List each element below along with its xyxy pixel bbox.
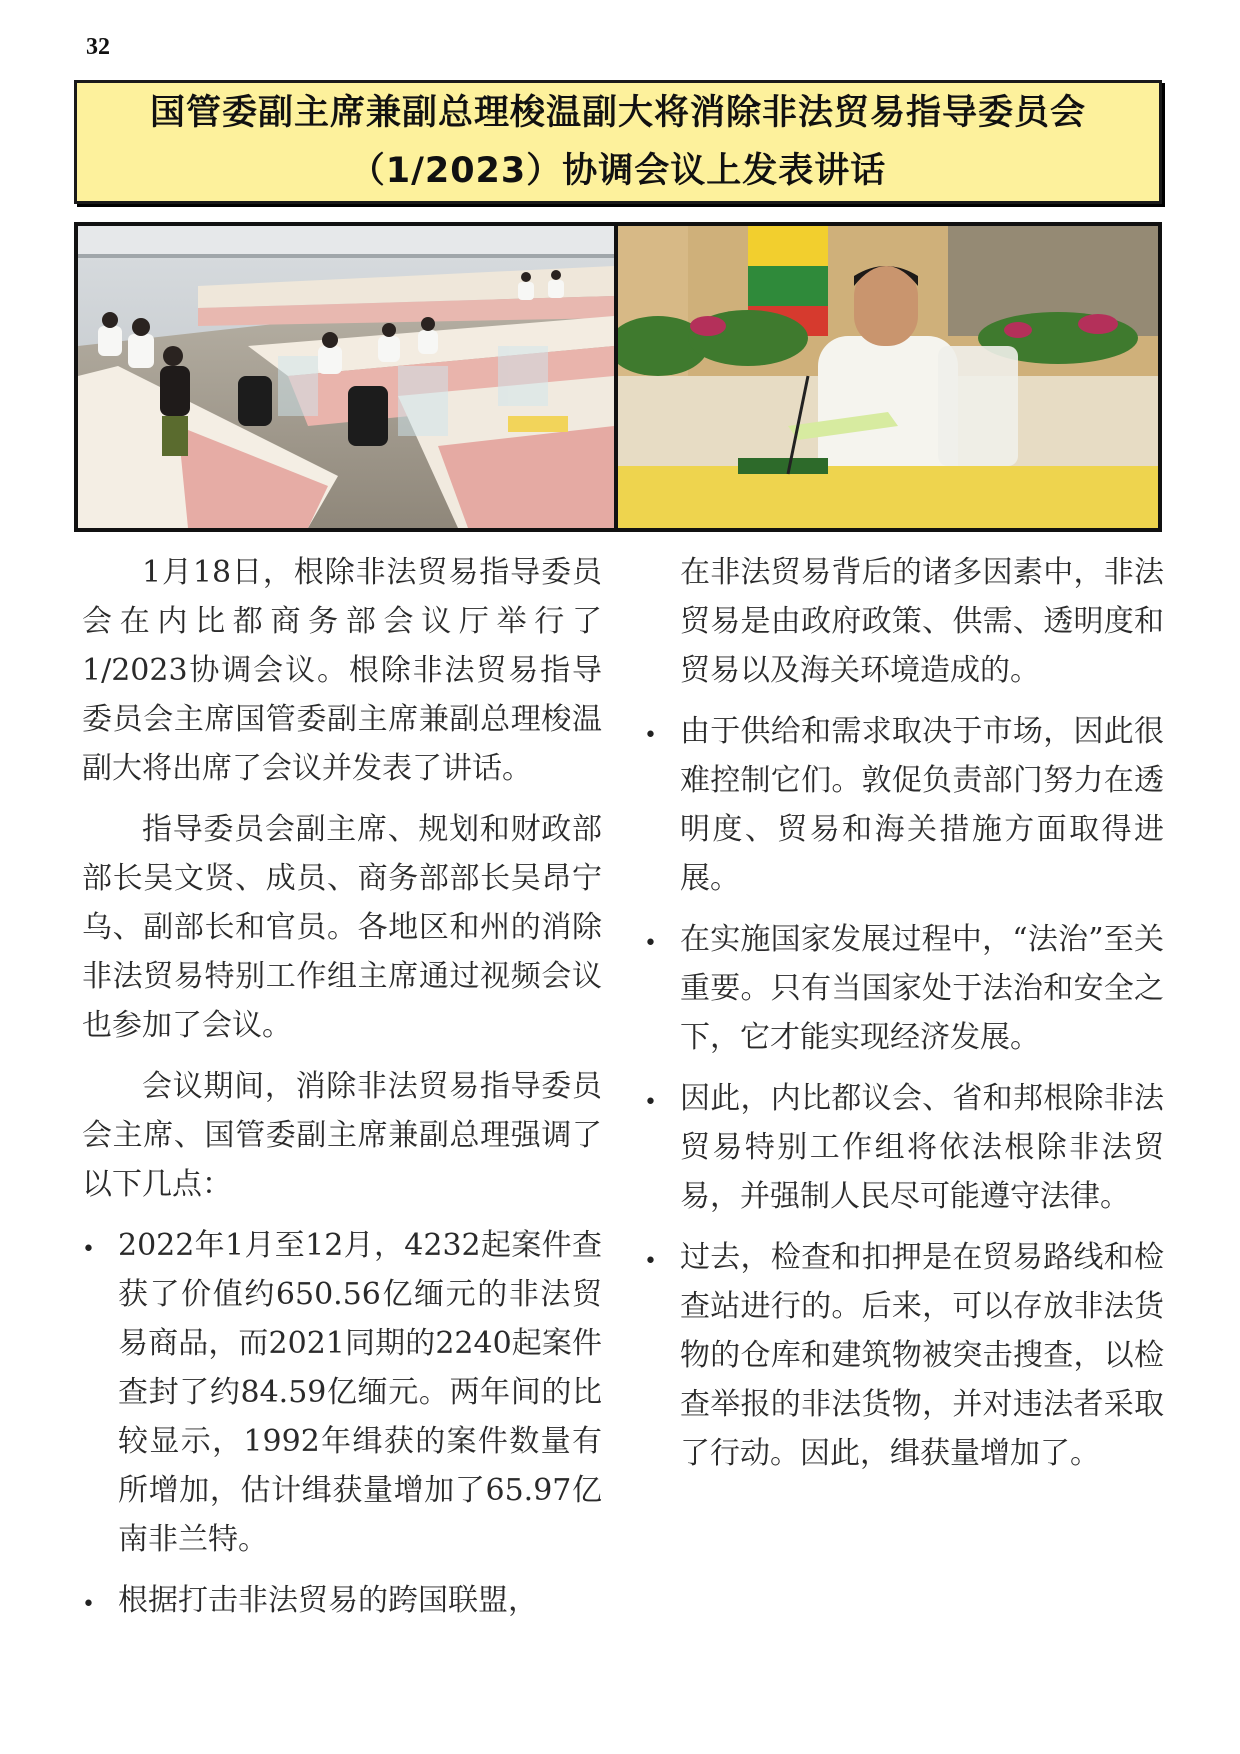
article-title-box xyxy=(74,80,1162,204)
page-number: 32 xyxy=(86,34,110,60)
meeting-hall-illustration xyxy=(78,226,614,528)
speaker-illustration xyxy=(618,226,1158,528)
bullet-item: • 因此，内比都议会、省和邦根除非法贸易特别工作组将依法根除非法贸易，并强制人民尽可能遵守法律。 xyxy=(644,1074,1164,1221)
right-text-column xyxy=(644,548,1164,1490)
left-text-column xyxy=(82,548,602,1637)
article-title-line-2: （1/2023）协调会议上发表讲话 xyxy=(349,151,887,191)
bullet-item: • 根据打击非法贸易的跨国联盟， xyxy=(82,1576,602,1625)
photo-strip xyxy=(74,222,1162,532)
bullet-item: • 在实施国家发展过程中，“法治”至关重要。只有当国家处于法治和安全之下，它才能实现经济发展。 xyxy=(644,915,1164,1062)
speaker-photo xyxy=(618,226,1158,528)
bullet-item: • 2022年1月至12月，4232起案件查获了价值约650.56亿缅元的非法贸易商品，而2021同期的2240起案件查封了约84.59亿缅元。两年间的比较显示，1992年缉获的案件数量有所增加，估计缉获量增加了65.97亿南非兰特。 xyxy=(82,1221,602,1564)
meeting-hall-photo xyxy=(78,226,614,528)
bullet-continuation: 在非法贸易背后的诸多因素中，非法贸易是由政府政策、供需、透明度和贸易以及海关环境造成的。 xyxy=(680,555,1164,688)
body-paragraph: 会议期间，消除非法贸易指导委员会主席、国管委副主席兼副总理强调了以下几点： xyxy=(82,1069,602,1202)
body-paragraph: 1月18日，根除非法贸易指导委员会在内比都商务部会议厅举行了1/2023协调会议。根除非法贸易指导委员会主席国管委副主席兼副总理梭温副大将出席了会议并发表了讲话。 xyxy=(82,555,602,786)
body-paragraph: 指导委员会副主席、规划和财政部部长吴文贤、成员、商务部部长吴昂宁乌、副部长和官员。各地区和州的消除非法贸易特别工作组主席通过视频会议也参加了会议。 xyxy=(82,812,602,1043)
bullet-list xyxy=(82,1221,602,1625)
bullet-item: • 由于供给和需求取决于市场，因此很难控制它们。敦促负责部门努力在透明度、贸易和海关措施方面取得进展。 xyxy=(644,707,1164,903)
bullet-item: • 过去，检查和扣押是在贸易路线和检查站进行的。后来，可以存放非法货物的仓库和建筑物被突击搜查，以检查举报的非法货物，并对违法者采取了行动。因此，缉获量增加了。 xyxy=(644,1233,1164,1478)
article-title-line-1: 国管委副主席兼副总理梭温副大将消除非法贸易指导委员会 xyxy=(149,93,1086,133)
bullet-list xyxy=(644,707,1164,1478)
